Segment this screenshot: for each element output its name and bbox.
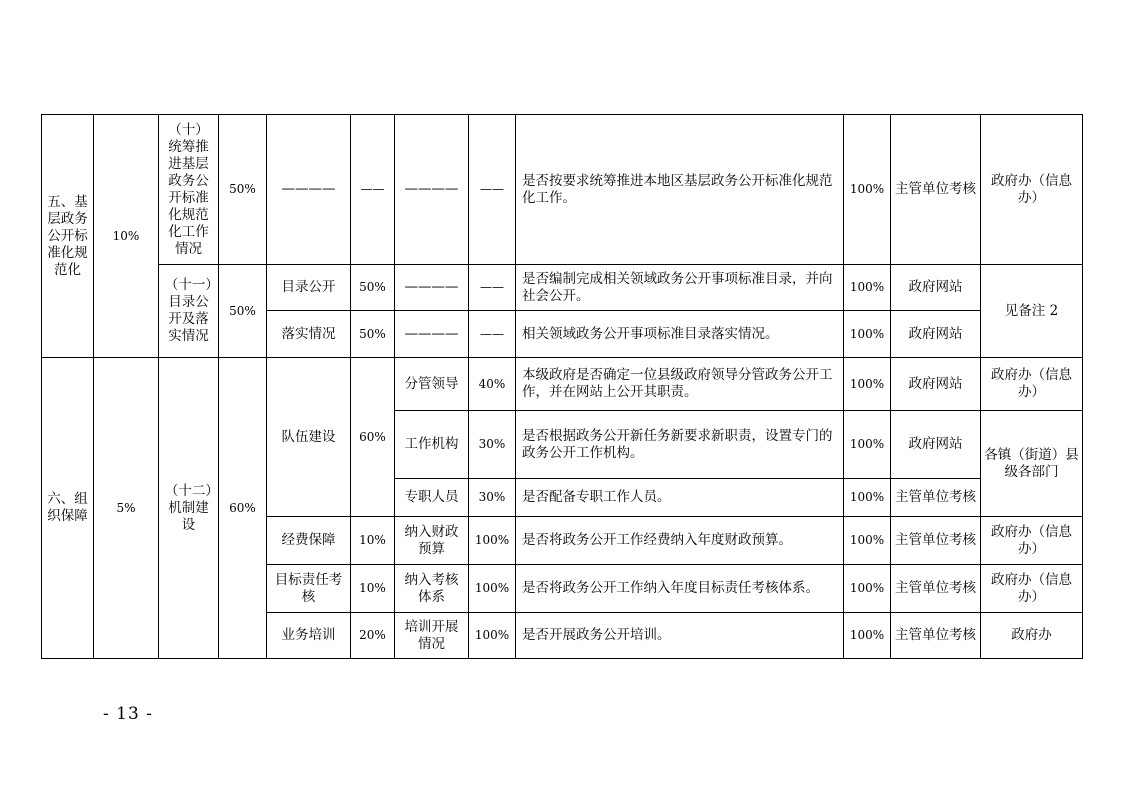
sub-item-cell: ———— bbox=[267, 115, 351, 265]
assessment-method: 政府网站 bbox=[891, 358, 981, 411]
item-weight: 60% bbox=[219, 358, 267, 659]
category-cell: 六、组织保障 bbox=[42, 358, 94, 659]
criteria-cell: 本级政府是否确定一位县级政府领导分管政务公开工作，并在网站上公开其职责。 bbox=[516, 358, 844, 411]
score-weight: 100% bbox=[844, 311, 891, 358]
sub-item-weight: 10% bbox=[351, 565, 395, 613]
indicator-cell: 专职人员 bbox=[395, 479, 469, 517]
sub-item-cell: 经费保障 bbox=[267, 517, 351, 565]
score-weight: 100% bbox=[844, 411, 891, 479]
assessment-method: 主管单位考核 bbox=[891, 479, 981, 517]
assessment-table bbox=[41, 114, 1083, 659]
score-weight: 100% bbox=[844, 115, 891, 265]
score-weight: 100% bbox=[844, 358, 891, 411]
sub-item-weight: 10% bbox=[351, 517, 395, 565]
assessment-method: 政府网站 bbox=[891, 311, 981, 358]
sub-item-weight: 60% bbox=[351, 358, 395, 517]
responsible-unit: 政府办（信息办） bbox=[981, 565, 1083, 613]
sub-item-cell: 目标责任考核 bbox=[267, 565, 351, 613]
indicator-cell: ———— bbox=[395, 115, 469, 265]
indicator-weight: 40% bbox=[469, 358, 516, 411]
sub-item-weight: 20% bbox=[351, 613, 395, 659]
sub-item-cell: 队伍建设 bbox=[267, 358, 351, 517]
criteria-cell: 是否将政务公开工作经费纳入年度财政预算。 bbox=[516, 517, 844, 565]
category-cell: 五、基层政务公开标准化规范化 bbox=[42, 115, 94, 358]
criteria-cell: 是否编制完成相关领域政务公开事项标准目录，并向社会公开。 bbox=[516, 265, 844, 311]
assessment-method: 政府网站 bbox=[891, 265, 981, 311]
indicator-cell: 纳入财政预算 bbox=[395, 517, 469, 565]
indicator-weight: 100% bbox=[469, 613, 516, 659]
responsible-unit: 政府办（信息办） bbox=[981, 358, 1083, 411]
score-weight: 100% bbox=[844, 479, 891, 517]
sub-item-cell: 目录公开 bbox=[267, 265, 351, 311]
indicator-weight: 100% bbox=[469, 565, 516, 613]
score-weight: 100% bbox=[844, 613, 891, 659]
assessment-method: 主管单位考核 bbox=[891, 613, 981, 659]
assessment-method: 政府网站 bbox=[891, 411, 981, 479]
table-row bbox=[42, 115, 1083, 265]
criteria-cell: 是否按要求统筹推进本地区基层政务公开标准化规范化工作。 bbox=[516, 115, 844, 265]
assessment-method: 主管单位考核 bbox=[891, 517, 981, 565]
page-number: - 13 - bbox=[103, 704, 153, 724]
criteria-cell: 是否开展政务公开培训。 bbox=[516, 613, 844, 659]
category-weight: 10% bbox=[94, 115, 159, 358]
responsible-unit: 政府办（信息办） bbox=[981, 517, 1083, 565]
table-row bbox=[42, 358, 1083, 411]
indicator-weight: 30% bbox=[469, 411, 516, 479]
indicator-cell: 分管领导 bbox=[395, 358, 469, 411]
category-weight: 5% bbox=[94, 358, 159, 659]
criteria-cell: 是否配备专职工作人员。 bbox=[516, 479, 844, 517]
item-weight: 50% bbox=[219, 115, 267, 265]
responsible-unit: 见备注 2 bbox=[981, 265, 1083, 358]
table-row bbox=[42, 265, 1083, 311]
assessment-method: 主管单位考核 bbox=[891, 565, 981, 613]
indicator-weight: —— bbox=[469, 265, 516, 311]
score-weight: 100% bbox=[844, 265, 891, 311]
indicator-cell: ———— bbox=[395, 311, 469, 358]
sub-item-cell: 落实情况 bbox=[267, 311, 351, 358]
indicator-weight: 30% bbox=[469, 479, 516, 517]
indicator-cell: ———— bbox=[395, 265, 469, 311]
responsible-unit: 政府办（信息办） bbox=[981, 115, 1083, 265]
item-cell: （十一）目录公开及落实情况 bbox=[159, 265, 219, 358]
indicator-weight: —— bbox=[469, 115, 516, 265]
item-cell: （十）统筹推进基层政务公开标准化规范化工作情况 bbox=[159, 115, 219, 265]
sub-item-weight: 50% bbox=[351, 311, 395, 358]
indicator-cell: 培训开展情况 bbox=[395, 613, 469, 659]
item-weight: 50% bbox=[219, 265, 267, 358]
indicator-weight: 100% bbox=[469, 517, 516, 565]
indicator-weight: —— bbox=[469, 311, 516, 358]
indicator-cell: 纳入考核体系 bbox=[395, 565, 469, 613]
score-weight: 100% bbox=[844, 565, 891, 613]
sub-item-cell: 业务培训 bbox=[267, 613, 351, 659]
sub-item-weight: 50% bbox=[351, 265, 395, 311]
indicator-cell: 工作机构 bbox=[395, 411, 469, 479]
item-cell: （十二）机制建设 bbox=[159, 358, 219, 659]
assessment-method: 主管单位考核 bbox=[891, 115, 981, 265]
sub-item-weight: —— bbox=[351, 115, 395, 265]
responsible-unit: 各镇（街道）县级各部门 bbox=[981, 411, 1083, 517]
criteria-cell: 相关领域政务公开事项标准目录落实情况。 bbox=[516, 311, 844, 358]
responsible-unit: 政府办 bbox=[981, 613, 1083, 659]
criteria-cell: 是否将政务公开工作纳入年度目标责任考核体系。 bbox=[516, 565, 844, 613]
score-weight: 100% bbox=[844, 517, 891, 565]
criteria-cell: 是否根据政务公开新任务新要求新职责，设置专门的政务公开工作机构。 bbox=[516, 411, 844, 479]
